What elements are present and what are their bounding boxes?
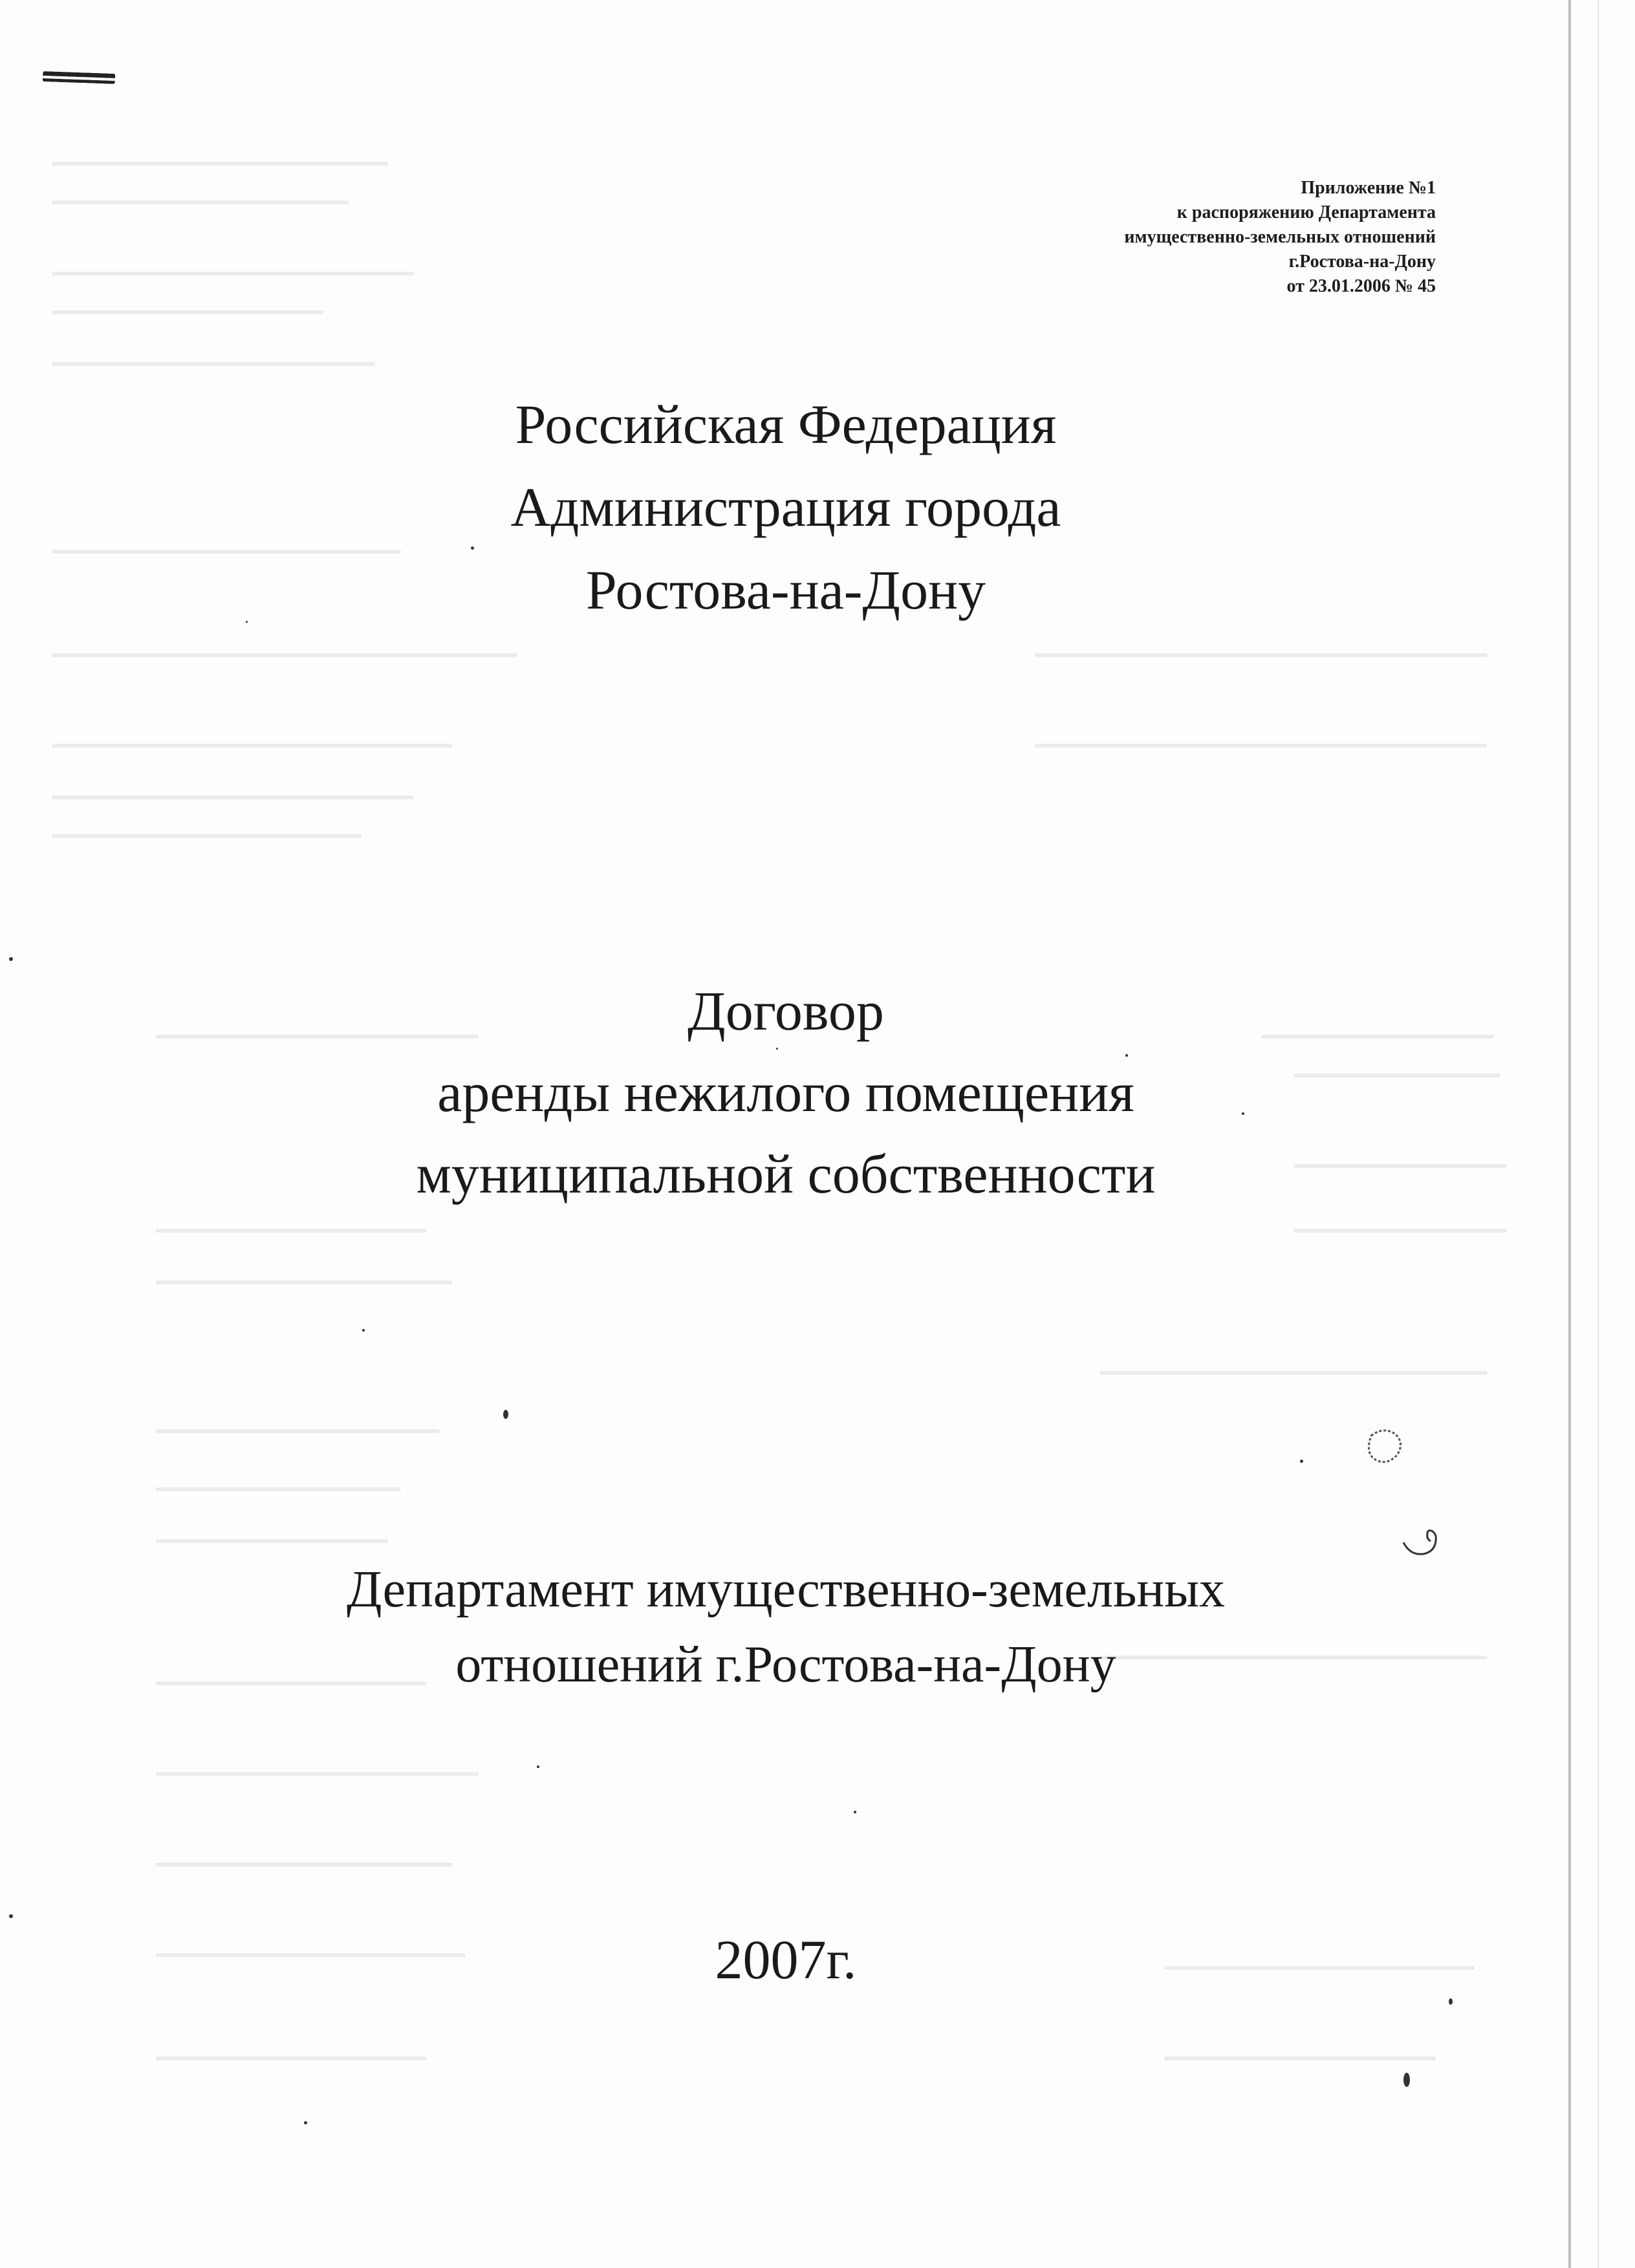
title-line-3: муниципальной собственности [416, 1143, 1156, 1205]
scan-edge-secondary [1597, 0, 1599, 2268]
header-administration: Администрация города [510, 476, 1061, 538]
header-country: Российская Федерация [515, 393, 1057, 455]
annex-line-2: к распоряжению Департамента [1176, 202, 1436, 222]
ink-smudge [1358, 1423, 1410, 1471]
issuer-header [0, 383, 1572, 631]
title-line-2: аренды нежилого помещения [437, 1061, 1134, 1123]
title-line-1: Договор [688, 980, 884, 1042]
document-title [0, 970, 1572, 1215]
header-city: Ростова-на-Дону [585, 559, 986, 621]
department-name [0, 1552, 1572, 1702]
annex-line-1: Приложение №1 [1301, 178, 1436, 198]
document-year: 2007г. [715, 1928, 857, 1991]
annex-line-4: г.Ростова-на-Дону [1288, 252, 1436, 272]
staple-mark [43, 71, 115, 84]
department-line-2: отношений г.Ростова-на-Дону [455, 1636, 1116, 1693]
annex-note [970, 176, 1436, 299]
department-line-1: Департамент имущественно-земельных [347, 1561, 1225, 1618]
annex-line-5: от 23.01.2006 № 45 [1286, 276, 1436, 296]
annex-line-3: имущественно-земельных отношений [1124, 227, 1436, 247]
